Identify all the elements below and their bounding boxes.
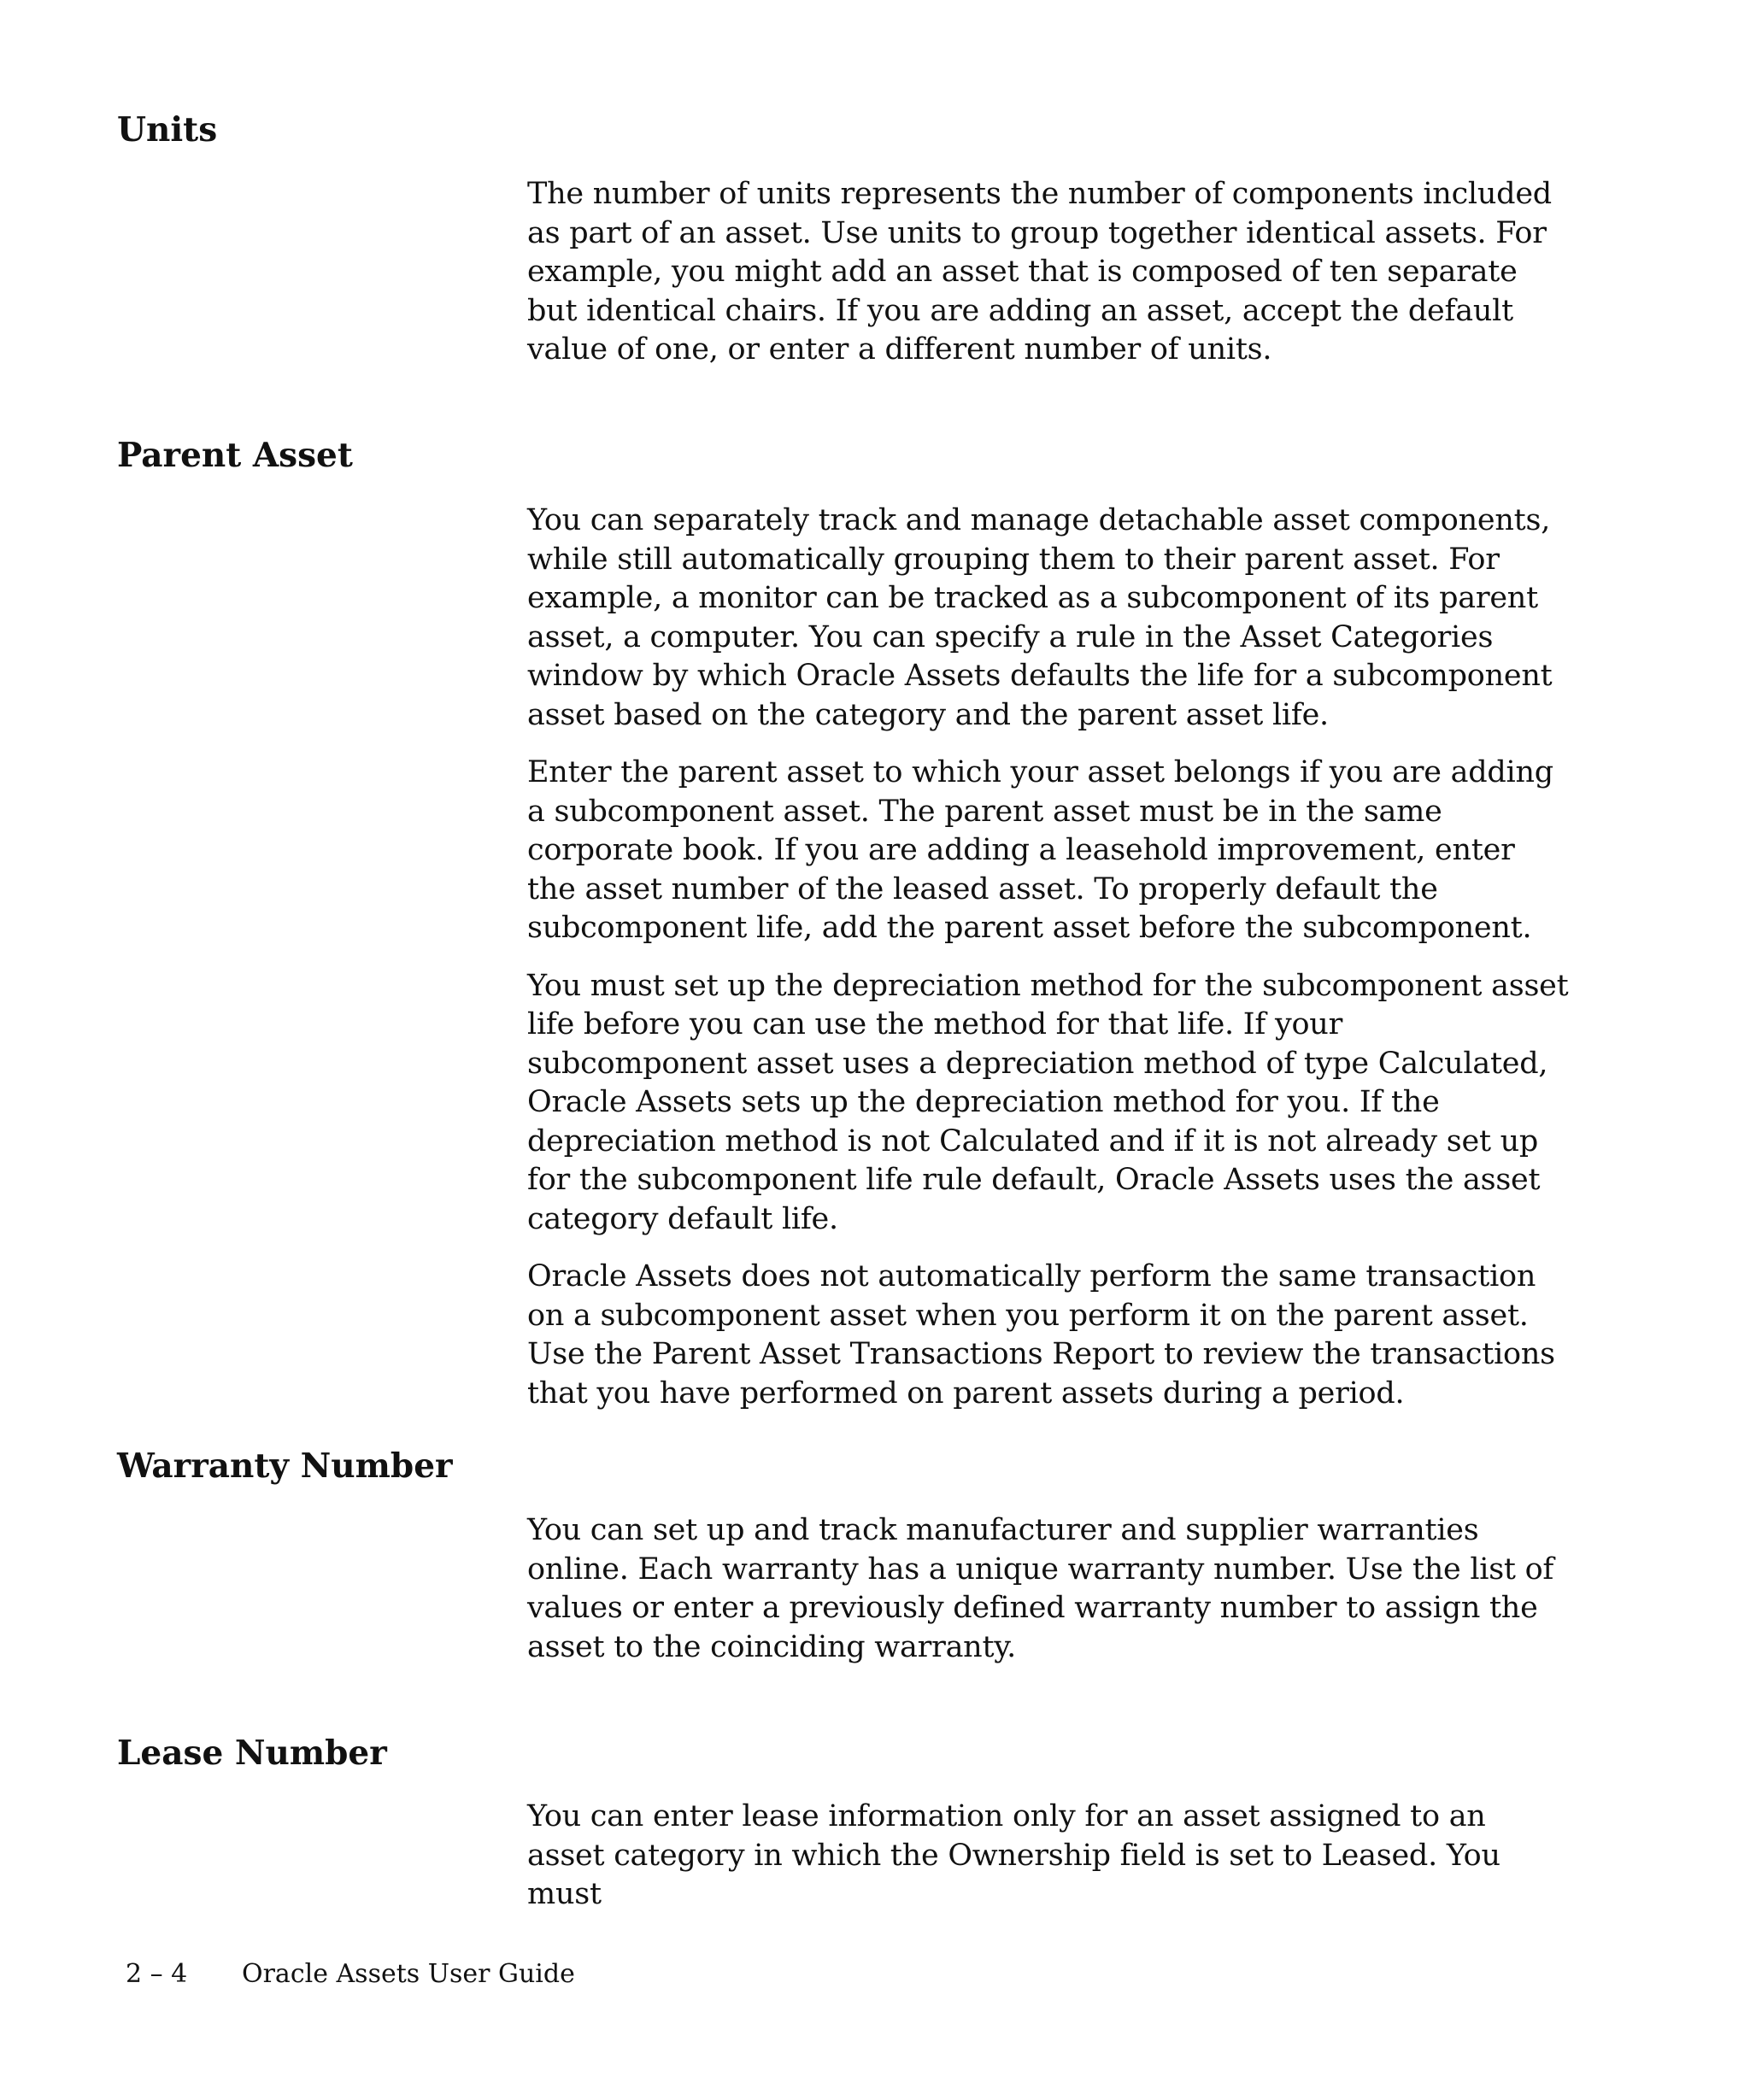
- footer-book-title: Oracle Assets User Guide: [242, 1959, 575, 1989]
- section-body-warranty-number: [527, 1511, 1570, 1667]
- paragraph: Enter the parent asset to which your asset belongs if you are adding a subcomponent asset. The parent asset must be in the same corporate book. If you are adding a leasehold improvement, enter the asset number of the leased asset. To properly default the subcomponent life, add the parent asset before the subcomponent.: [527, 755, 1553, 945]
- paragraph: Oracle Assets does not automatically perform the same transaction on a subcomponent asset when you perform it on the parent asset. Use the Parent Asset Transactions Report to review the transactions that you have performed on parent assets during a period.: [527, 1259, 1555, 1411]
- section-body-lease-number: [527, 1798, 1570, 1915]
- paragraph: You must set up the depreciation method for the subcomponent asset life before you can use the method for that life. If your subcomponent asset uses a depreciation method of type Calculated, Oracle Assets sets up the depreciation method for you. If the depreciation method is not Calculated and if it is not already set up for the subcomponent life rule default, Oracle Assets uses the asset category default life.: [527, 968, 1569, 1236]
- section-body-units: [527, 175, 1570, 370]
- page-footer: [126, 1959, 575, 1990]
- section-heading-parent-asset: Parent Asset: [117, 436, 353, 475]
- paragraph: You can separately track and manage detachable asset components, while still automatically grouping them to their parent asset. For example, a monitor can be tracked as a subcomponent of its parent asset, a computer. You can specify a rule in the Asset Categories window by which Oracle Assets defaults the life for a subcomponent asset based on the category and the parent asset life.: [527, 503, 1553, 732]
- section-heading-lease-number: Lease Number: [117, 1733, 387, 1773]
- section-heading-units: Units: [117, 110, 218, 150]
- paragraph: The number of units represents the number of components included as part of an asset. Use units to group together identical assets. For example, you might add an asset that is composed of ten separate but identical chairs. If you are adding an asset, accept the default value of one, or enter a different number of units.: [527, 177, 1552, 367]
- paragraph: You can enter lease information only for an asset assigned to an asset category in which the Ownership field is set to Leased. You must: [527, 1799, 1500, 1911]
- footer-page-number: 2 – 4: [126, 1959, 188, 1989]
- paragraph: You can set up and track manufacturer and supplier warranties online. Each warranty has a unique warranty number. Use the list of values or enter a previously defined warranty number to assign the asset to the coinciding warranty.: [527, 1513, 1554, 1664]
- section-body-parent-asset: [527, 502, 1570, 1413]
- section-heading-warranty-number: Warranty Number: [117, 1446, 453, 1486]
